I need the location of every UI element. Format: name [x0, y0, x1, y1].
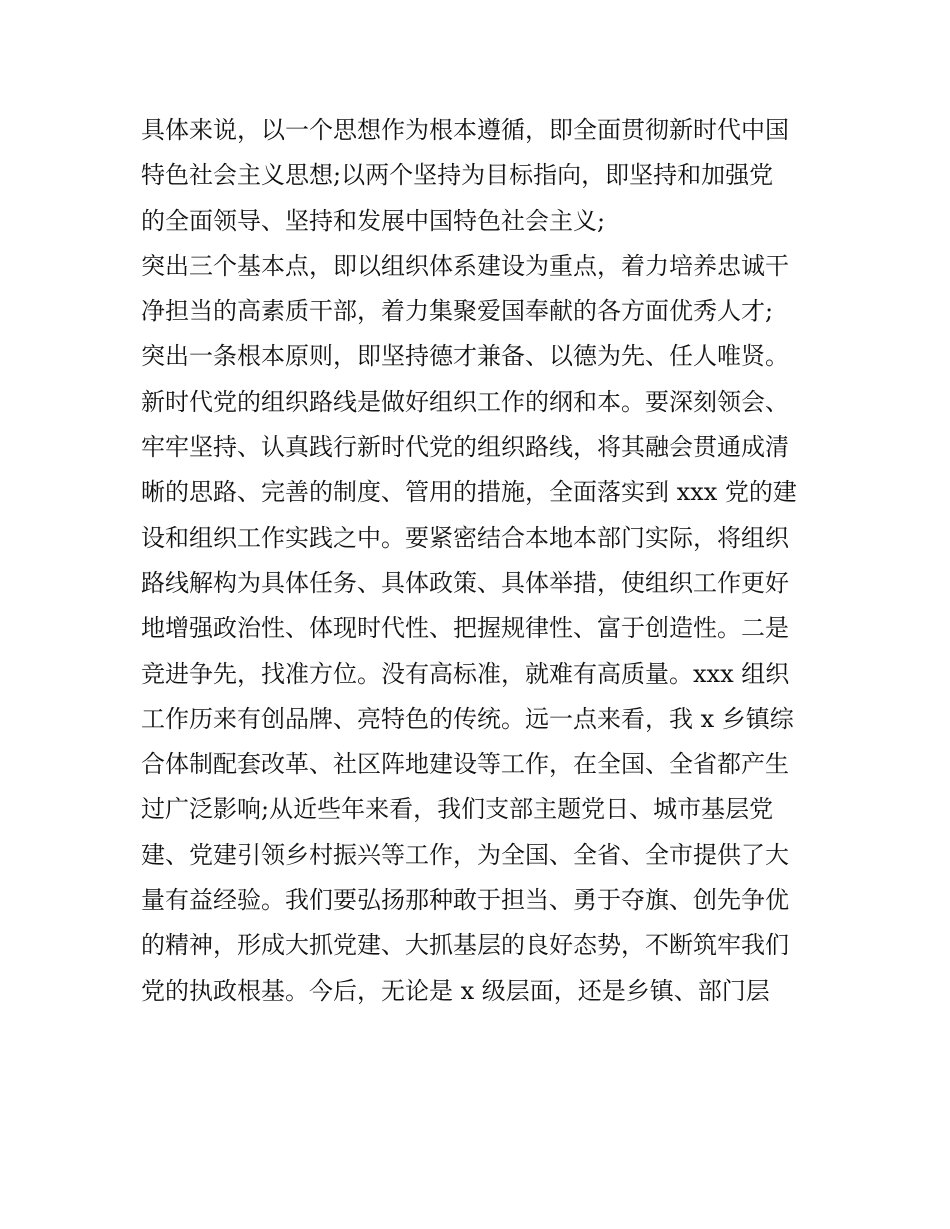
text-line: 合体制配套改革、社区阵地建设等工作，在全国、全省都产生	[141, 750, 789, 779]
text-line: 地增强政治性、体现时代性、把握规律性、富于创造性。二是	[141, 614, 789, 643]
text-line: 过广泛影响;从近些年来看，我们支部主题党日、城市基层党	[141, 795, 774, 824]
text-line: 新时代党的组织路线是做好组织工作的纲和本。要深刻领会、	[141, 387, 789, 416]
text-line: 设和组织工作实践之中。要紧密结合本地本部门实际，将组织	[141, 523, 789, 552]
text-line: 突出一条根本原则，即坚持德才兼备、以德为先、任人唯贤。	[141, 342, 789, 371]
text-line: 党的执政根基。今后，无论是 x 级层面，还是乡镇、部门层	[141, 976, 770, 1005]
body-text	[141, 108, 821, 1014]
text-line: 路线解构为具体任务、具体政策、具体举措，使组织工作更好	[141, 568, 789, 597]
text-line: 突出三个基本点，即以组织体系建设为重点，着力培养忠诚干	[141, 251, 789, 280]
text-line: 牢牢坚持、认真践行新时代党的组织路线，将其融会贯通成清	[141, 433, 789, 462]
text-line: 建、党建引领乡村振兴等工作，为全国、全省、全市提供了大	[141, 840, 789, 869]
text-line: 的精神，形成大抓党建、大抓基层的良好态势，不断筑牢我们	[141, 931, 789, 960]
text-line: 净担当的高素质干部，着力集聚爱国奉献的各方面优秀人才;	[141, 297, 774, 326]
text-line: 的全面领导、坚持和发展中国特色社会主义;	[141, 206, 606, 235]
text-line: 工作历来有创品牌、亮特色的传统。远一点来看，我 x 乡镇综	[141, 704, 794, 733]
text-line: 竞进争先，找准方位。没有高标准，就难有高质量。xxx 组织	[141, 659, 790, 688]
text-line: 晰的思路、完善的制度、管用的措施，全面落实到 xxx 党的建	[141, 478, 797, 507]
text-line: 具体来说，以一个思想作为根本遵循，即全面贯彻新时代中国	[141, 116, 789, 144]
text-line: 量有益经验。我们要弘扬那种敢于担当、勇于夺旗、创先争优	[141, 886, 789, 915]
text-line: 特色社会主义思想;以两个坚持为目标指向，即坚持和加强党	[141, 161, 774, 190]
